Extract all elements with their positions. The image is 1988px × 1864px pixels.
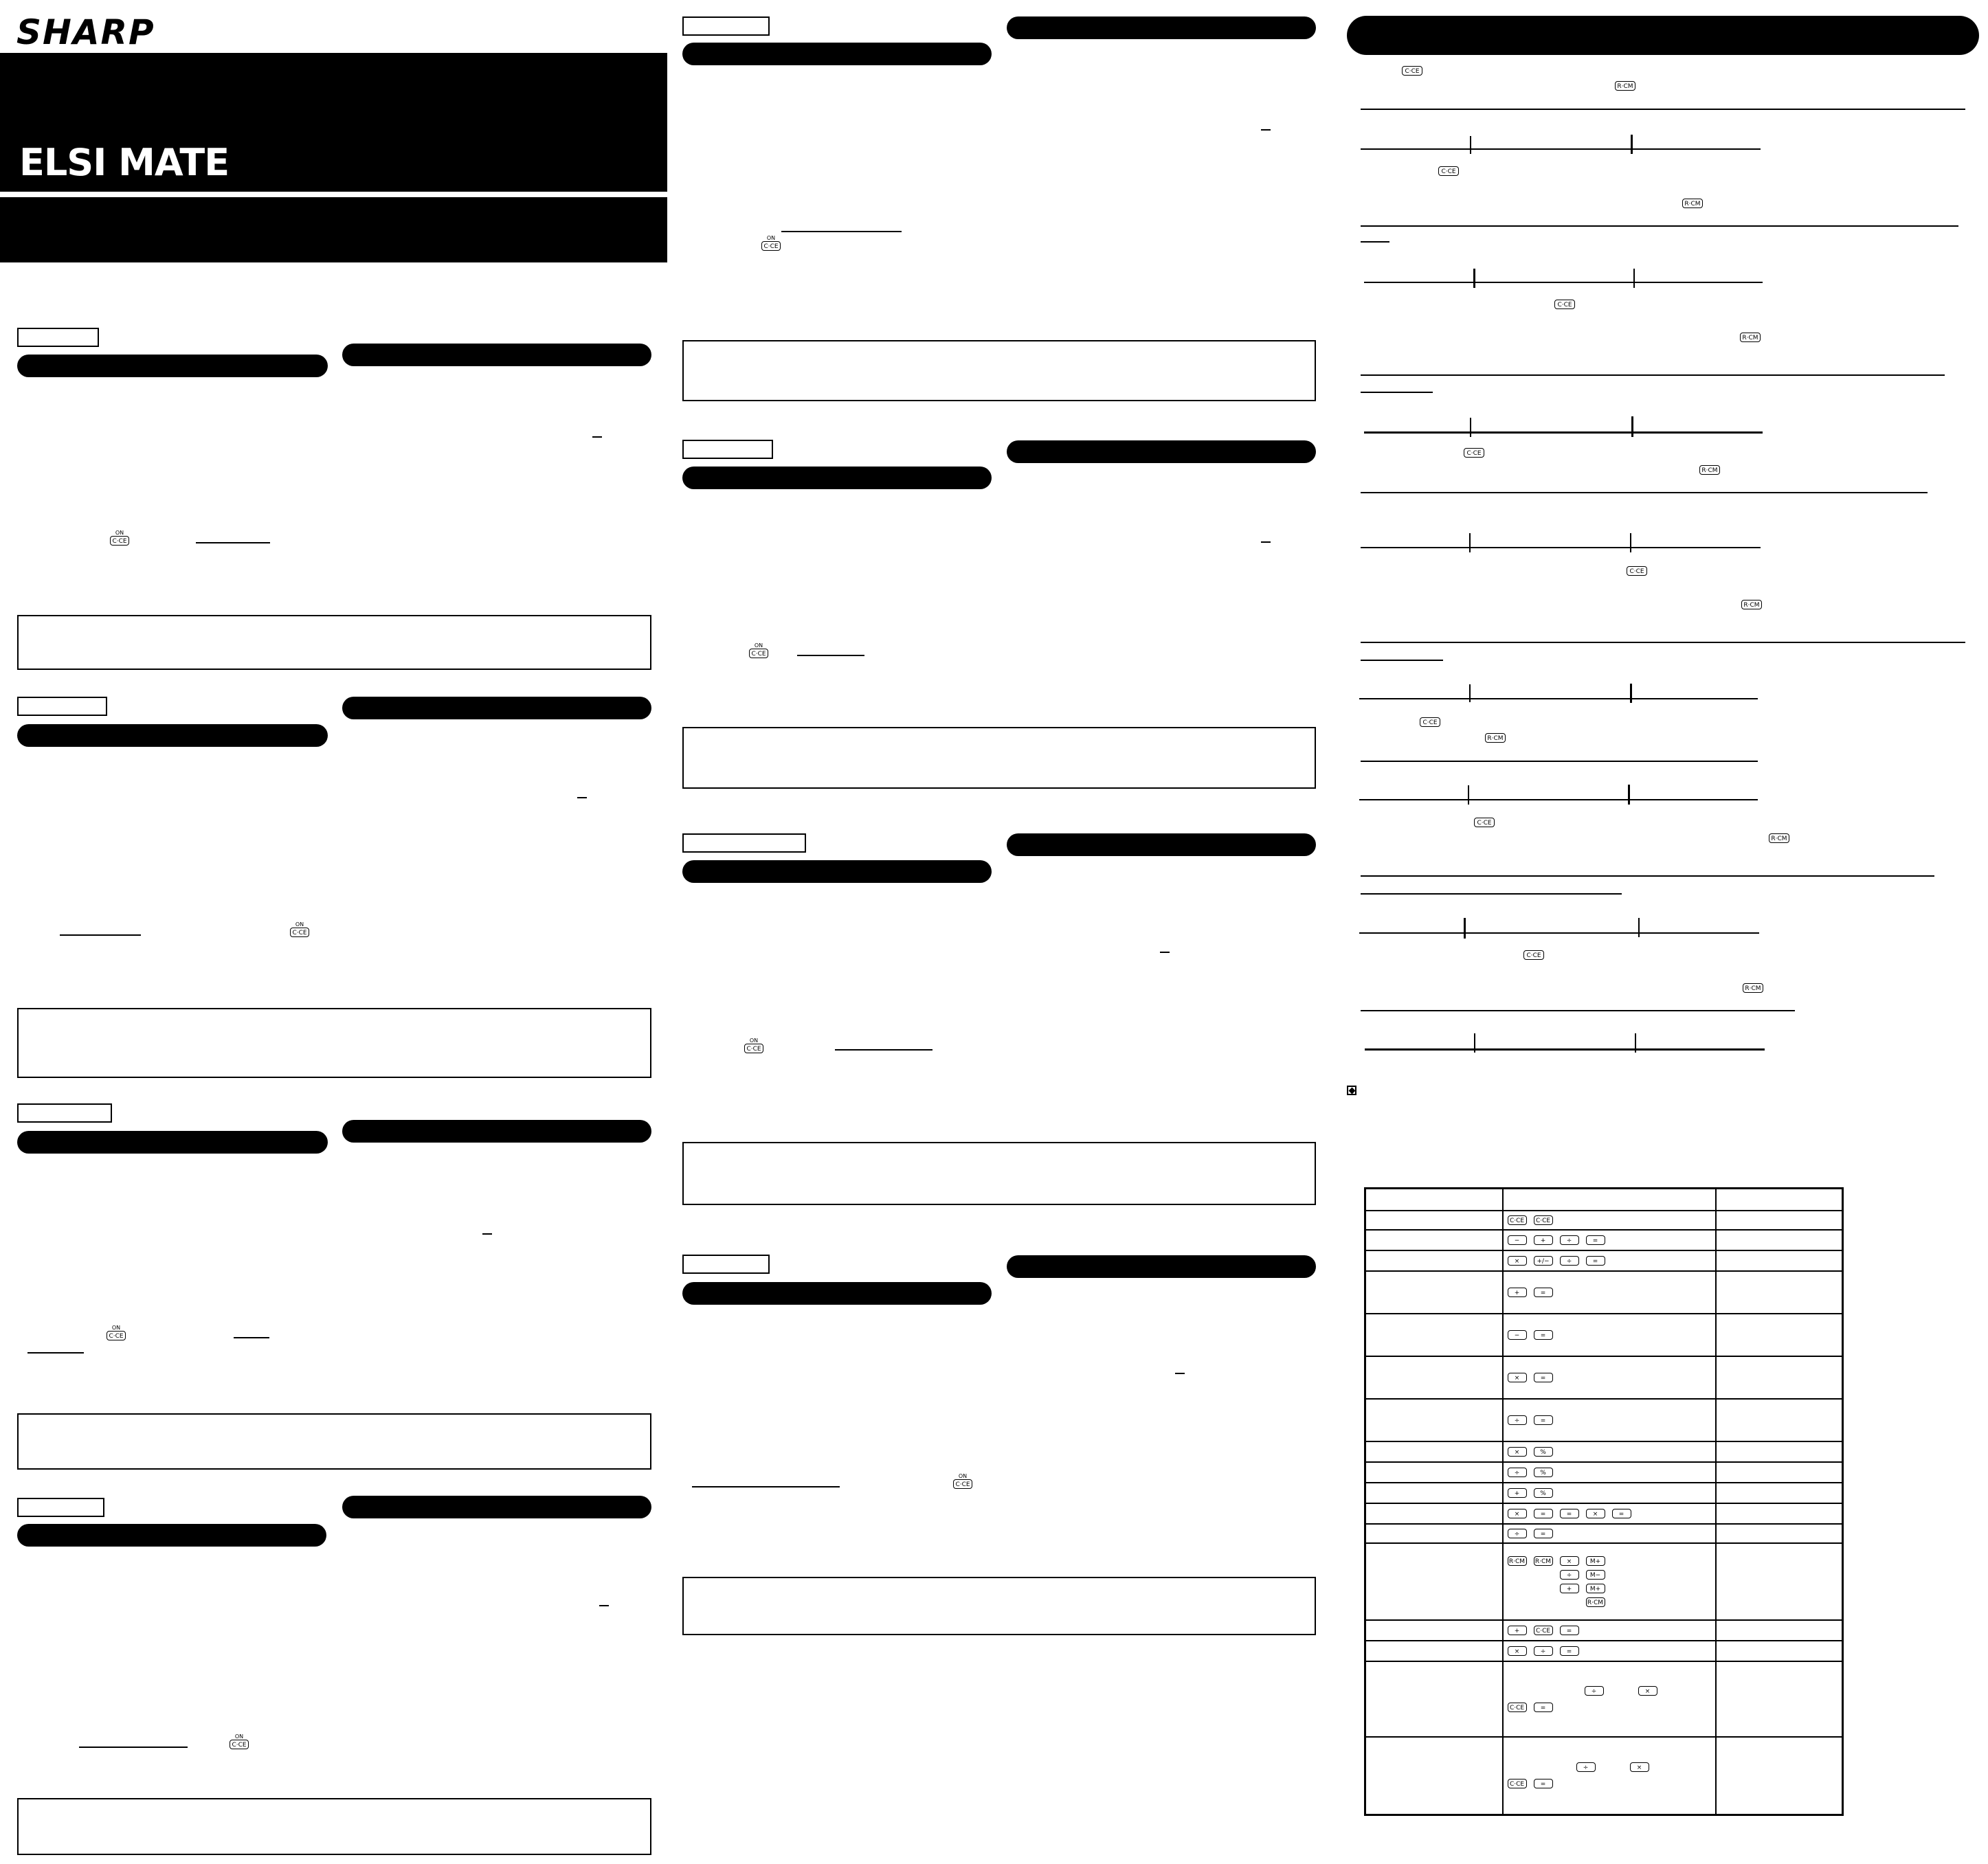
memory-plus-key-icon: M+ [1586, 1556, 1605, 1566]
on-key-label: ON [766, 235, 776, 241]
underline [27, 1352, 84, 1354]
note-box [682, 1577, 1316, 1635]
section-heading-bar [17, 1524, 326, 1547]
section-heading-bar [682, 1282, 992, 1305]
tape-tick [1464, 918, 1466, 939]
language-tab [682, 440, 773, 459]
on-key-label: ON [115, 530, 124, 536]
tape-line [1365, 1048, 1765, 1051]
equals-key-icon: = [1560, 1626, 1579, 1635]
tape-tick [1468, 785, 1469, 805]
rule-line [1361, 241, 1389, 243]
operation-examples-table [1364, 1187, 1844, 1816]
language-tab [17, 1103, 112, 1123]
divide-key-icon: ÷ [1560, 1570, 1579, 1580]
clear-key-icon: C·CE [1464, 448, 1484, 458]
equals-key-icon: = [1534, 1330, 1553, 1340]
clear-key-icon: C·CE [1534, 1626, 1553, 1635]
plus-key-icon: + [1534, 1235, 1553, 1245]
memory-minus-key-icon: M− [1586, 1570, 1605, 1580]
tape-tick [1630, 533, 1631, 552]
percent-key-icon: % [1534, 1447, 1553, 1457]
rule-line [1361, 761, 1758, 762]
equals-key-icon: = [1534, 1509, 1553, 1518]
tape-tick [1469, 533, 1471, 552]
clear-key-icon: C·CE [1474, 818, 1495, 827]
table-header-cell [1365, 1189, 1503, 1211]
equals-key-icon: = [1612, 1509, 1631, 1518]
on-key-label: ON [234, 1733, 244, 1740]
divide-key-icon: ÷ [1560, 1256, 1579, 1266]
divide-key-icon: ÷ [1508, 1529, 1527, 1538]
equals-key-icon: = [1586, 1235, 1605, 1245]
tape-tick [1470, 136, 1471, 154]
underline [835, 1049, 932, 1051]
on-key-label: ON [111, 1325, 121, 1331]
language-tab [682, 833, 806, 853]
tape-line [1361, 148, 1761, 150]
divide-key-icon: ÷ [1560, 1235, 1579, 1245]
on-key-label: ON [958, 1473, 968, 1479]
minus-key-icon: − [1508, 1235, 1527, 1245]
rule-line [1361, 1010, 1795, 1011]
section-heading-bar [1007, 440, 1316, 463]
equals-key-icon: = [1560, 1646, 1579, 1656]
plus-key-icon: + [1508, 1488, 1527, 1498]
note-box [682, 727, 1316, 789]
recall-memory-key-icon: R·CM [1740, 333, 1761, 342]
clear-key-icon: C·CE [1508, 1703, 1527, 1712]
section-heading-bar [342, 1120, 651, 1143]
note-box [682, 1142, 1316, 1205]
rule-line [1361, 660, 1443, 661]
percent-key-icon: % [1534, 1488, 1553, 1498]
rule-line [1361, 492, 1928, 493]
underline [60, 934, 141, 936]
table-header-cell [1503, 1189, 1716, 1211]
recall-memory-key-icon: R·CM [1485, 733, 1506, 743]
rule-line [1361, 893, 1622, 895]
section-heading-bar [1007, 1255, 1316, 1278]
divide-key-icon: ÷ [1585, 1686, 1604, 1696]
minus-key-icon: − [1508, 1330, 1527, 1340]
divide-key-icon: ÷ [1508, 1468, 1527, 1477]
note-box [17, 1798, 651, 1855]
tape-line [1359, 698, 1758, 699]
clear-key-icon: C·CE [1508, 1215, 1527, 1225]
tape-tick [1631, 135, 1633, 154]
on-clear-key-icon: C·CE [107, 1331, 126, 1340]
section-heading-bar [342, 344, 651, 366]
text-dash [1160, 952, 1170, 953]
recall-memory-key-icon: R·CM [1743, 983, 1763, 993]
times-key-icon: × [1508, 1646, 1527, 1656]
text-dash [1261, 541, 1271, 543]
subtitle-band [0, 197, 667, 262]
times-key-icon: × [1560, 1556, 1579, 1566]
recall-memory-key-icon: R·CM [1586, 1597, 1605, 1607]
section-heading-bar [342, 1496, 651, 1518]
product-logo: ELSI MATE [19, 141, 230, 184]
section-heading-bar [1007, 16, 1316, 39]
tape-line [1359, 932, 1759, 934]
on-clear-key-icon: C·CE [749, 649, 768, 658]
sharp-logo: SHARP [16, 12, 155, 52]
times-key-icon: × [1508, 1256, 1527, 1266]
on-clear-key-icon: C·CE [110, 536, 129, 546]
section-heading-bar [342, 697, 651, 719]
clear-key-icon: C·CE [1523, 950, 1544, 960]
tape-tick [1473, 269, 1475, 288]
rule-line [1361, 109, 1965, 110]
equals-key-icon: = [1534, 1703, 1553, 1712]
section-heading-bar [682, 860, 992, 883]
divide-key-icon: ÷ [1508, 1415, 1527, 1425]
section-heading-bar [682, 467, 992, 489]
recall-memory-key-icon: R·CM [1615, 81, 1635, 91]
language-tab [17, 328, 99, 347]
rule-line [1361, 875, 1934, 877]
clear-key-icon: C·CE [1508, 1779, 1527, 1788]
underline [79, 1747, 188, 1748]
section-heading-bar [17, 1131, 328, 1154]
underline [196, 542, 270, 543]
language-tab [17, 1498, 104, 1517]
underline [781, 231, 902, 232]
on-clear-key-icon: C·CE [290, 928, 309, 937]
equals-key-icon: = [1534, 1373, 1553, 1382]
text-dash [1175, 1373, 1185, 1374]
recall-memory-key-icon: R·CM [1741, 600, 1762, 609]
tape-tick [1474, 1033, 1475, 1053]
memory-plus-key-icon: M+ [1586, 1584, 1605, 1593]
on-clear-key-icon: C·CE [744, 1044, 763, 1053]
equals-key-icon: = [1534, 1779, 1553, 1788]
underline [797, 655, 864, 656]
on-clear-key-icon: C·CE [953, 1479, 972, 1489]
equals-key-icon: = [1534, 1529, 1553, 1538]
section-heading-bar [1347, 16, 1979, 55]
rule-line [1361, 225, 1958, 227]
note-box [17, 1413, 651, 1470]
times-key-icon: × [1508, 1509, 1527, 1518]
clear-key-icon: C·CE [1438, 166, 1459, 176]
section-heading-bar [1007, 833, 1316, 856]
text-dash [599, 1605, 609, 1606]
note-box [682, 340, 1316, 401]
equals-key-icon: = [1560, 1509, 1579, 1518]
tape-tick [1469, 684, 1471, 702]
tape-tick [1638, 918, 1640, 937]
times-key-icon: × [1508, 1373, 1527, 1382]
text-dash [1261, 129, 1271, 131]
tape-tick [1630, 684, 1632, 703]
rule-line [1361, 642, 1965, 643]
text-dash [592, 436, 602, 438]
times-key-icon: × [1630, 1762, 1649, 1772]
plus-minus-key-icon: +/− [1534, 1256, 1553, 1266]
recall-memory-key-icon: R·CM [1769, 833, 1789, 843]
note-box [17, 1008, 651, 1078]
recall-memory-key-icon: R·CM [1534, 1556, 1553, 1566]
language-tab [682, 16, 770, 36]
clear-key-icon: C·CE [1402, 66, 1422, 76]
equals-key-icon: = [1534, 1288, 1553, 1297]
underline [692, 1486, 840, 1487]
section-heading-bar [682, 43, 992, 65]
tape-tick [1628, 785, 1630, 805]
underline [234, 1337, 269, 1338]
percent-key-icon: % [1534, 1468, 1553, 1477]
equals-key-icon: = [1586, 1256, 1605, 1266]
equals-key-icon: = [1534, 1415, 1553, 1425]
tape-line [1359, 799, 1758, 800]
times-key-icon: × [1638, 1686, 1657, 1696]
language-tab [17, 697, 107, 716]
divide-key-icon: ÷ [1534, 1646, 1553, 1656]
on-clear-key-icon: C·CE [761, 241, 781, 251]
on-key-label: ON [754, 642, 763, 649]
language-tab [682, 1255, 770, 1274]
section-heading-bar [17, 724, 328, 747]
divide-key-icon: ÷ [1576, 1762, 1596, 1772]
text-dash [577, 797, 587, 798]
clear-key-icon: C·CE [1627, 566, 1647, 576]
clear-key-icon: C·CE [1534, 1215, 1553, 1225]
times-key-icon: × [1508, 1447, 1527, 1457]
note-box [17, 615, 651, 670]
tape-tick [1470, 418, 1471, 437]
tape-tick [1633, 269, 1635, 288]
clear-key-icon: C·CE [1554, 300, 1575, 309]
table-header-cell [1716, 1189, 1843, 1211]
rule-line [1361, 374, 1945, 376]
tape-line [1364, 282, 1763, 283]
on-key-label: ON [749, 1037, 759, 1044]
text-dash [482, 1233, 492, 1235]
recall-memory-key-icon: R·CM [1682, 199, 1703, 208]
tape-line [1361, 547, 1761, 548]
plus-key-icon: + [1508, 1288, 1527, 1297]
tape-tick [1631, 416, 1633, 437]
plus-key-icon: + [1560, 1584, 1579, 1593]
plus-key-icon: + [1508, 1626, 1527, 1635]
tape-line [1364, 431, 1763, 434]
recall-memory-key-icon: R·CM [1508, 1556, 1527, 1566]
section-heading-bar [17, 355, 328, 377]
on-key-label: ON [295, 921, 304, 928]
clear-key-icon: C·CE [1420, 717, 1440, 727]
times-key-icon: × [1586, 1509, 1605, 1518]
recall-memory-key-icon: R·CM [1699, 465, 1720, 475]
tape-tick [1635, 1033, 1636, 1053]
rule-line [1361, 392, 1433, 393]
on-clear-key-icon: C·CE [230, 1740, 249, 1749]
diamond-bullet-icon [1347, 1086, 1356, 1095]
